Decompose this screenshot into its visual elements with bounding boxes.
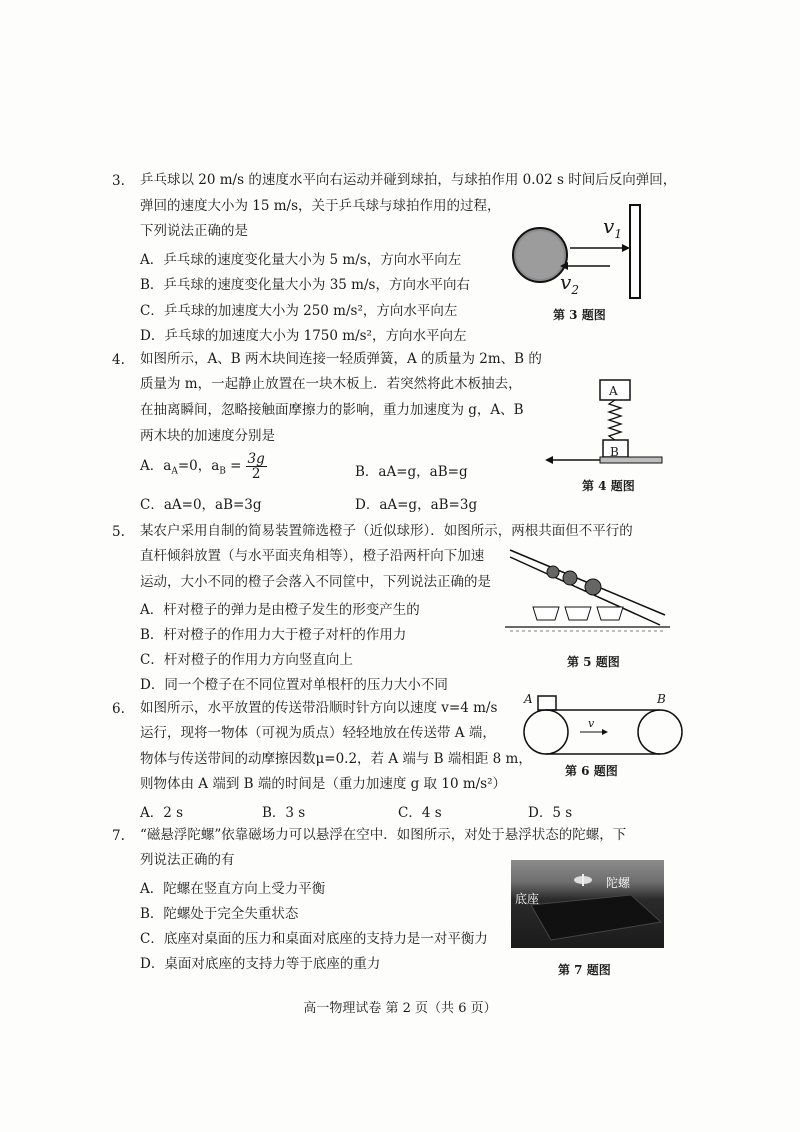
- q6-end-b-label: B: [657, 692, 666, 706]
- q3-option-a: A．乒乓球的速度变化量大小为 5 m/s，方向水平向左: [140, 252, 462, 268]
- q5-number: 5.: [112, 524, 125, 540]
- q7-number: 7.: [112, 828, 125, 844]
- q3-v1-label: $v_1$: [603, 214, 622, 241]
- q3-figure: [510, 200, 660, 310]
- q4-option-b: B．aA=g，aB=g: [355, 464, 468, 480]
- q7-stem-line1: “磁悬浮陀螺”依靠磁场力可以悬浮在空中．如图所示，对处于悬浮状态的陀螺，下: [140, 827, 627, 843]
- q3-number: 3.: [112, 173, 125, 189]
- q6-figure: [520, 690, 680, 760]
- q6-stem-line2: 运行，现将一物体（可视为质点）轻轻地放在传送带 A 端，: [140, 725, 496, 741]
- q4-stem-line4: 两木块的加速度分别是: [140, 428, 275, 444]
- q6-velocity-label: v: [588, 717, 595, 730]
- q5-stem-line1: 某农户采用自制的简易装置筛选橙子（近似球形）．如图所示，两根共面但不平行的: [140, 523, 633, 539]
- q6-caption: 第 6 题图: [565, 764, 618, 778]
- q7-option-b: B．陀螺处于完全失重状态: [140, 906, 299, 922]
- q4-figure: [545, 378, 665, 473]
- q6-option-b: B．3 s: [262, 805, 306, 821]
- q5-option-b: B．杆对橙子的作用力大于橙子对杆的作用力: [140, 627, 407, 643]
- q4-option-a: A．$a_A=0$，$a_B$ = $\frac{3g}{2}$: [140, 451, 265, 482]
- q6-stem-line1: 如图所示，水平放置的传送带沿顺时针方向以速度 v=4 m/s: [140, 700, 498, 716]
- q4-stem-line3: 在抽离瞬间，忽略接触面摩擦力的影响，重力加速度为 g，A、B: [140, 402, 524, 418]
- q4-block-a-label: A: [609, 384, 618, 398]
- q4-option-d: D．aA=g，aB=3g: [355, 497, 478, 513]
- q7-top-label: 陀螺: [606, 876, 631, 890]
- q3-v2-label: $v_2$: [560, 270, 579, 297]
- q7-base-label: 底座: [515, 892, 540, 906]
- q3-caption: 第 3 题图: [553, 308, 606, 322]
- q7-option-a: A．陀螺在竖直方向上受力平衡: [140, 881, 326, 897]
- q4-stem-line2: 质量为 m，一起静止放置在一块木板上．若突然将此木板抽去，: [140, 376, 522, 392]
- q6-option-c: C．4 s: [398, 805, 442, 821]
- q6-end-a-label: A: [524, 692, 533, 706]
- q3-stem-line2: 弹回的速度大小为 15 m/s，关于乒乓球与球拍作用的过程，: [140, 198, 501, 214]
- q7-levitating-top-photo: [511, 860, 664, 948]
- q3-option-b: B．乒乓球的速度变化量大小为 35 m/s，方向水平向右: [140, 277, 470, 293]
- q3-option-c: C．乒乓球的加速度大小为 250 m/s²，方向水平向左: [140, 303, 458, 319]
- q7-option-d: D．桌面对底座的支持力等于底座的重力: [140, 956, 381, 972]
- q5-option-a: A．杆对橙子的弹力是由橙子发生的形变产生的: [140, 602, 420, 618]
- q5-option-d: D．同一个橙子在不同位置对单根杆的压力大小不同: [140, 677, 448, 693]
- q4-stem-line1: 如图所示，A、B 两木块间连接一轻质弹簧，A 的质量为 2m、B 的: [140, 351, 542, 367]
- q5-stem-line2: 直杆倾斜放置（与水平面夹角相等），橙子沿两杆向下加速: [140, 548, 485, 564]
- q4-block-b-label: B: [610, 445, 619, 459]
- q4-option-c: C．aA=0，aB=3g: [140, 497, 262, 513]
- q5-figure: [505, 545, 675, 635]
- page-footer: 高一物理试卷 第 2 页（共 6 页）: [303, 1001, 497, 1016]
- q7-stem-line2: 列说法正确的有: [140, 852, 235, 868]
- q4-number: 4.: [112, 352, 125, 368]
- q4-caption: 第 4 题图: [582, 479, 635, 493]
- q7-option-c: C．底座对桌面的压力和桌面对底座的支持力是一对平衡力: [140, 931, 488, 947]
- q6-number: 6.: [112, 701, 125, 717]
- q3-stem-line1: 乒乓球以 20 m/s 的速度水平向右运动并碰到球拍，与球拍作用 0.02 s 时间后反向弹回，: [140, 172, 677, 188]
- q5-option-c: C．杆对橙子的作用力方向竖直向上: [140, 652, 353, 668]
- q6-stem-line3: 物体与传送带间的动摩擦因数μ=0.2，若 A 端与 B 端相距 8 m，: [140, 751, 532, 767]
- q6-stem-line4: 则物体由 A 端到 B 端的时间是（重力加速度 g 取 10 m/s²）: [140, 776, 507, 792]
- q3-option-d: D．乒乓球的加速度大小为 1750 m/s²，方向水平向左: [140, 328, 467, 344]
- q5-stem-line3: 运动，大小不同的橙子会落入不同筐中，下列说法正确的是: [140, 574, 491, 590]
- q3-stem-line3: 下列说法正确的是: [140, 223, 248, 239]
- q6-option-a: A．2 s: [140, 805, 184, 821]
- q7-caption: 第 7 题图: [558, 963, 611, 977]
- q6-option-d: D．5 s: [528, 805, 573, 821]
- q5-caption: 第 5 题图: [567, 655, 620, 669]
